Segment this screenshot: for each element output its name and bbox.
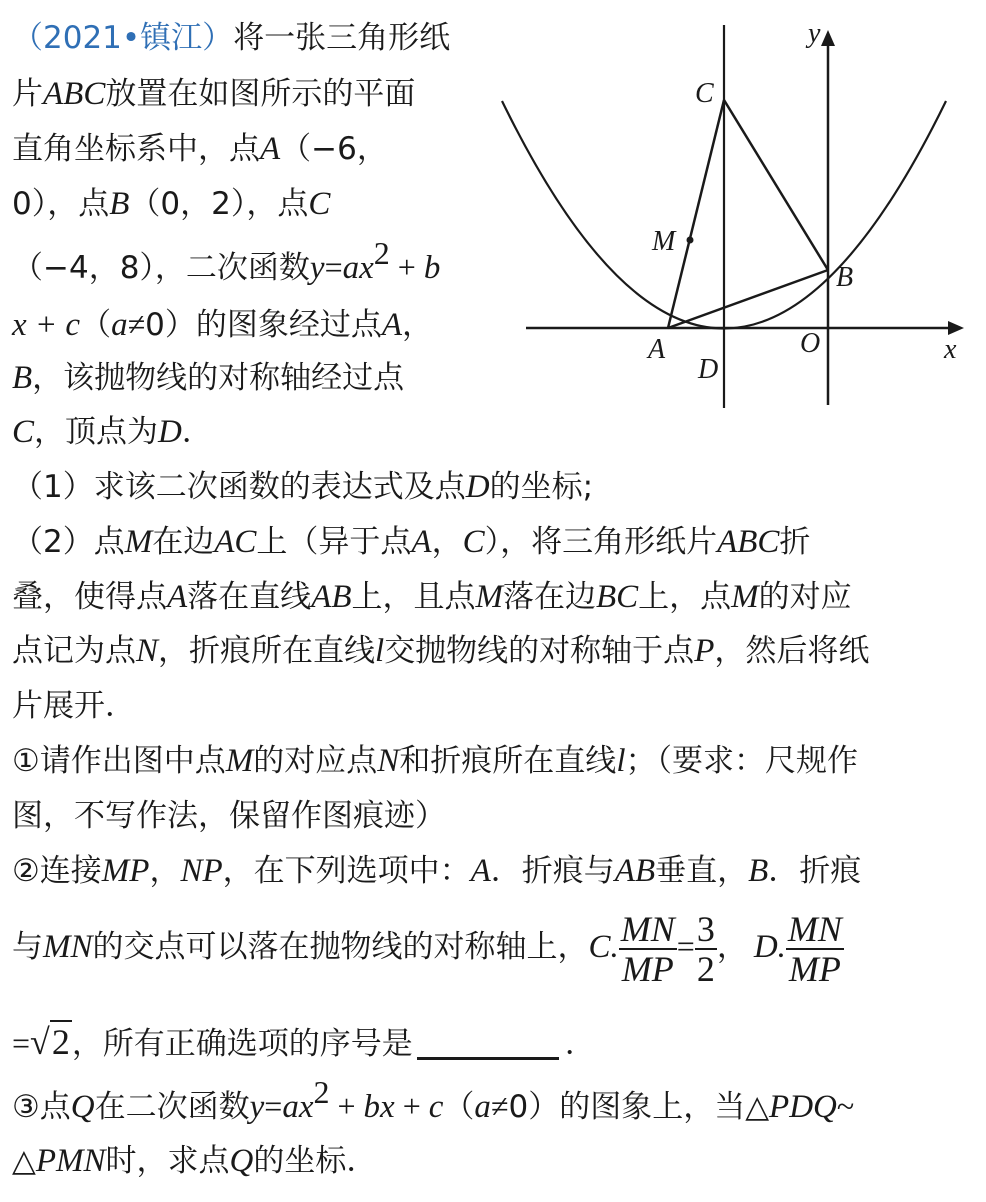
fraction-three-halves: $\frac{3}{2}$ [696, 908, 715, 989]
sub-question-3-line-2: △PMN时，求点Q的坐标． [12, 1143, 378, 1179]
origin-label: O [800, 328, 821, 359]
question-2-line-4: 片展开． [12, 688, 136, 724]
problem-line-1: （2021•镇江）将一张三角形纸 [12, 20, 451, 56]
problem-line-3: 直角坐标系中，点A（−6， [12, 131, 388, 167]
source-tag: （2021•镇江） [12, 20, 234, 56]
point-m-dot [687, 237, 694, 244]
sub-question-1-line-2: 图，不写作法，保留作图痕迹） [12, 798, 446, 834]
answer-blank [417, 1027, 559, 1060]
problem-line-6: x + c（a≠0）的图象经过点A， [12, 306, 434, 343]
x-axis-label: x [944, 334, 957, 365]
sub-question-1-line-1: ①请作出图中点M的对应点N和折痕所在直线l；（要求：尺规作 [12, 743, 858, 779]
question-2-line-2: 叠，使得点A落在直线AB上，且点M落在边BC上，点M的对应 [12, 579, 852, 615]
question-2-line-3: 点记为点N，折痕所在直线l交抛物线的对称轴于点P，然后将纸 [12, 633, 870, 669]
problem-line-7: B，该抛物线的对称轴经过点 [12, 360, 405, 396]
problem-line-2: 片ABC放置在如图所示的平面 [12, 76, 416, 112]
question-1: （1）求该二次函数的表达式及点D的坐标; [12, 469, 594, 505]
point-a-label: A [648, 334, 666, 365]
question-2-line-1: （2）点M在边AC上（异于点A，C），将三角形纸片ABC折 [12, 524, 811, 560]
fraction-mn-over-mp-c: $\frac{MN}{MP}$ [620, 908, 675, 989]
sub-question-2-line-2: 与MN的交点可以落在抛物线的对称轴上，C. $\frac{MN}{MP}$ = $\frac{3}{2}$ ， D. $\frac{MN}{MP}$ [12, 908, 842, 989]
sub-question-2-line-1: ②连接MP，NP，在下列选项中：A．折痕与AB垂直，B．折痕 [12, 853, 862, 889]
point-m-label: M [652, 226, 676, 257]
segment-cb [724, 100, 828, 270]
x-axis-arrow-icon [948, 321, 964, 335]
y-axis-label: y [808, 18, 821, 49]
point-b-label: B [836, 262, 854, 293]
y-axis-arrow-icon [821, 30, 835, 46]
coordinate-diagram [490, 15, 970, 415]
fraction-mn-over-mp-d: $\frac{MN}{MP}$ [787, 908, 842, 989]
point-d-label: D [698, 354, 719, 385]
sqrt-two: √2 [30, 1022, 70, 1062]
problem-line-5: （−4，8），二次函数$y=ax^2 + b$ [12, 235, 441, 286]
segment-ac [668, 100, 724, 328]
problem-line-8: C，顶点为D． [12, 414, 213, 450]
sub-question-3-line-1: ③点Q在二次函数$y=ax^2$ + bx + c（a≠0）的图象上，当△PDQ~ [12, 1074, 855, 1125]
sub-question-2-line-3: =√2，所有正确选项的序号是 ． [12, 1022, 596, 1062]
problem-line-4: 0），点B（0，2），点C [12, 186, 331, 222]
point-c-label: C [695, 78, 714, 109]
